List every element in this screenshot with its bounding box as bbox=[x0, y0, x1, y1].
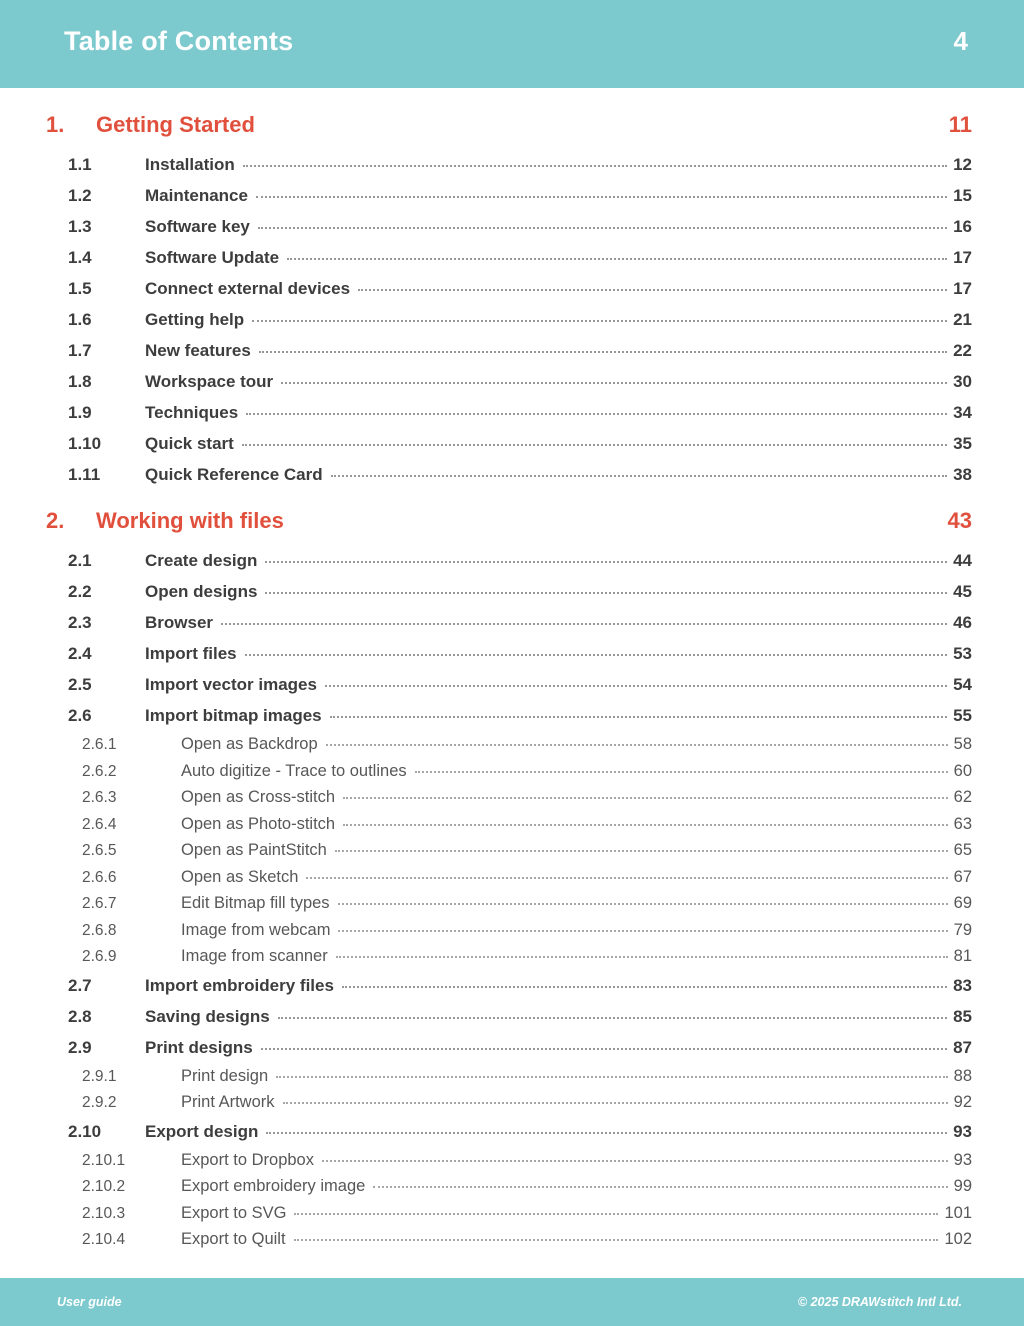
leader-dots bbox=[336, 956, 948, 958]
toc-entry bbox=[46, 242, 972, 273]
entry-title: Open as Cross-stitch bbox=[181, 788, 336, 806]
entry-title: Image from scanner bbox=[181, 947, 328, 965]
entry-title: Export design bbox=[145, 1121, 259, 1141]
entry-page-number: 79 bbox=[953, 920, 972, 939]
leader-dots bbox=[325, 685, 947, 687]
entry-page-number: 44 bbox=[953, 551, 972, 570]
entry-number: 2.6.9 bbox=[82, 948, 117, 965]
entry-number: 2.10.2 bbox=[82, 1178, 126, 1195]
leader-dots bbox=[294, 1213, 938, 1215]
toc-entry bbox=[46, 917, 972, 944]
entry-number: 1.4 bbox=[68, 248, 92, 267]
leader-dots bbox=[306, 877, 947, 879]
entry-number: 2.9.2 bbox=[82, 1094, 117, 1111]
entry-number: 1.10 bbox=[68, 434, 102, 453]
entry-title: Open as Photo-stitch bbox=[181, 814, 336, 833]
entry-number: 2.5 bbox=[68, 675, 92, 694]
toc-entry bbox=[46, 837, 972, 864]
leader-dots bbox=[281, 382, 947, 384]
entry-title: Auto digitize - Trace to outlines bbox=[181, 761, 407, 780]
toc-entry bbox=[46, 149, 972, 180]
entry-page-number: 21 bbox=[953, 310, 972, 329]
entry-number: 2.2 bbox=[68, 582, 92, 601]
leader-dots bbox=[331, 475, 947, 477]
entry-page-number: 93 bbox=[953, 1150, 972, 1169]
entry-number: 2.6 bbox=[68, 706, 92, 725]
entry-number: 2.6.6 bbox=[82, 868, 117, 886]
entry-title: Maintenance bbox=[145, 186, 248, 205]
entry-page-number: 93 bbox=[953, 1121, 972, 1141]
entry-number: 2.8 bbox=[68, 1006, 92, 1026]
leader-dots bbox=[335, 850, 948, 852]
entry-number: 1.7 bbox=[68, 341, 92, 360]
toc-entry bbox=[46, 1116, 972, 1147]
section-title: Getting Started bbox=[96, 112, 255, 137]
entry-page-number: 30 bbox=[953, 372, 972, 391]
entry-number: 2.9 bbox=[68, 1037, 92, 1057]
toc-entry bbox=[46, 366, 972, 397]
entry-title: Image from webcam bbox=[181, 920, 331, 939]
table-of-contents bbox=[46, 110, 972, 1253]
section-number: 2. bbox=[46, 508, 65, 533]
toc-entry bbox=[46, 669, 972, 700]
entry-title: Import embroidery files bbox=[145, 975, 334, 995]
entry-page-number: 16 bbox=[953, 217, 972, 236]
page-title: Table of Contents bbox=[64, 25, 294, 56]
entry-page-number: 81 bbox=[953, 947, 972, 965]
entry-title: Getting help bbox=[145, 310, 245, 329]
entry-title: Browser bbox=[145, 613, 214, 632]
entry-page-number: 55 bbox=[953, 706, 972, 725]
leader-dots bbox=[338, 930, 947, 932]
toc-entry bbox=[46, 943, 972, 970]
leader-dots bbox=[261, 1048, 947, 1050]
entry-number: 2.6.2 bbox=[82, 762, 117, 780]
toc-entry bbox=[46, 459, 972, 490]
entry-page-number: 63 bbox=[953, 814, 972, 833]
leader-dots bbox=[373, 1186, 947, 1188]
leader-dots bbox=[358, 289, 947, 291]
toc-entry bbox=[46, 784, 972, 811]
leader-dots bbox=[252, 320, 947, 322]
entry-title: Software Update bbox=[145, 248, 280, 267]
section-page-number: 43 bbox=[947, 508, 972, 533]
entry-title: Print design bbox=[181, 1066, 269, 1085]
leader-dots bbox=[343, 824, 948, 826]
toc-entry bbox=[46, 607, 972, 638]
leader-dots bbox=[415, 771, 948, 773]
toc-entry bbox=[46, 1001, 972, 1032]
entry-page-number: 69 bbox=[953, 894, 972, 912]
entry-number: 2.6.4 bbox=[82, 815, 117, 833]
entry-page-number: 62 bbox=[953, 788, 972, 806]
entry-page-number: 17 bbox=[953, 248, 972, 267]
leader-dots bbox=[265, 561, 947, 563]
toc-entry bbox=[46, 1200, 972, 1227]
entry-title: Import bitmap images bbox=[145, 706, 322, 725]
entry-page-number: 60 bbox=[953, 761, 972, 780]
leader-dots bbox=[287, 258, 947, 260]
toc-entry bbox=[46, 1063, 972, 1090]
entry-title: Open as Sketch bbox=[181, 867, 299, 886]
leader-dots bbox=[258, 227, 947, 229]
toc-entry bbox=[46, 180, 972, 211]
toc-entry bbox=[46, 211, 972, 242]
leader-dots bbox=[242, 444, 947, 446]
entry-page-number: 58 bbox=[953, 735, 972, 753]
entry-number: 1.11 bbox=[68, 465, 101, 484]
entry-title: Quick Reference Card bbox=[145, 465, 323, 484]
entry-title: Export embroidery image bbox=[181, 1177, 366, 1195]
entry-number: 2.6.7 bbox=[82, 895, 117, 912]
entry-page-number: 101 bbox=[944, 1203, 972, 1222]
entry-title: Open as PaintStitch bbox=[181, 841, 327, 859]
entry-title: Quick start bbox=[145, 434, 234, 453]
leader-dots bbox=[259, 351, 947, 353]
entry-number: 2.3 bbox=[68, 613, 92, 632]
entry-title: Import vector images bbox=[145, 675, 317, 694]
entry-number: 2.4 bbox=[68, 644, 92, 663]
leader-dots bbox=[330, 716, 947, 718]
entry-page-number: 53 bbox=[953, 644, 972, 663]
toc-entry bbox=[46, 1226, 972, 1253]
entry-title: Export to Quilt bbox=[181, 1230, 286, 1248]
entry-page-number: 46 bbox=[953, 613, 972, 632]
toc-entry bbox=[46, 890, 972, 917]
entry-page-number: 54 bbox=[953, 675, 972, 694]
toc-entry bbox=[46, 864, 972, 891]
toc-entry bbox=[46, 700, 972, 731]
entry-number: 1.8 bbox=[68, 372, 92, 391]
entry-number: 2.10.1 bbox=[82, 1151, 126, 1169]
entry-page-number: 15 bbox=[953, 186, 972, 205]
entry-title: Print Artwork bbox=[181, 1093, 275, 1111]
toc-entry bbox=[46, 304, 972, 335]
section-title: Working with files bbox=[96, 508, 284, 533]
footer-bar bbox=[0, 1278, 1024, 1326]
toc-entry bbox=[46, 970, 972, 1001]
toc-entry bbox=[46, 1032, 972, 1063]
entry-number: 2.6.3 bbox=[82, 789, 117, 806]
leader-dots bbox=[343, 797, 948, 799]
leader-dots bbox=[256, 196, 947, 198]
leader-dots bbox=[326, 744, 948, 746]
entry-title: Open as Backdrop bbox=[181, 735, 318, 753]
leader-dots bbox=[342, 986, 947, 988]
entry-number: 2.9.1 bbox=[82, 1067, 117, 1085]
toc-entry bbox=[46, 811, 972, 838]
leader-dots bbox=[283, 1102, 948, 1104]
entry-title: Workspace tour bbox=[145, 372, 274, 391]
entry-page-number: 67 bbox=[953, 867, 972, 886]
entry-title: Techniques bbox=[145, 403, 239, 422]
entry-title: New features bbox=[145, 341, 251, 360]
section-number: 1. bbox=[46, 112, 65, 137]
entry-title: Export to SVG bbox=[181, 1203, 287, 1222]
entry-number: 2.10.4 bbox=[82, 1231, 126, 1248]
header-bar bbox=[0, 0, 1024, 88]
toc-section-heading bbox=[46, 110, 972, 140]
entry-number: 1.9 bbox=[68, 403, 92, 422]
entry-title: Connect external devices bbox=[145, 279, 351, 298]
entry-page-number: 34 bbox=[953, 403, 972, 422]
leader-dots bbox=[294, 1239, 939, 1241]
footer-copyright: © 2025 DRAWstitch Intl Ltd. bbox=[797, 1295, 962, 1309]
toc-section-heading bbox=[46, 506, 972, 536]
entry-number: 2.6.8 bbox=[82, 921, 117, 939]
toc-entry bbox=[46, 273, 972, 304]
entry-title: Saving designs bbox=[145, 1006, 270, 1026]
entry-number: 1.3 bbox=[68, 217, 92, 236]
entry-page-number: 85 bbox=[953, 1006, 972, 1026]
entry-title: Create design bbox=[145, 551, 258, 570]
entry-title: Print designs bbox=[145, 1037, 253, 1057]
entry-number: 1.2 bbox=[68, 186, 92, 205]
entry-number: 2.6.5 bbox=[82, 842, 117, 859]
entry-page-number: 99 bbox=[953, 1177, 972, 1195]
entry-number: 2.7 bbox=[68, 975, 92, 995]
leader-dots bbox=[338, 903, 948, 905]
entry-title: Import files bbox=[145, 644, 237, 663]
toc-entry bbox=[46, 731, 972, 758]
toc-body bbox=[0, 88, 1024, 1278]
toc-entry bbox=[46, 758, 972, 785]
toc-entry bbox=[46, 335, 972, 366]
entry-number: 2.10 bbox=[68, 1121, 102, 1141]
toc-entry bbox=[46, 428, 972, 459]
entry-page-number: 12 bbox=[953, 155, 972, 174]
section-page-number: 11 bbox=[948, 112, 972, 137]
entry-page-number: 83 bbox=[953, 975, 972, 995]
entry-title: Export to Dropbox bbox=[181, 1150, 314, 1169]
leader-dots bbox=[221, 623, 947, 625]
entry-page-number: 45 bbox=[953, 582, 972, 601]
entry-title: Software key bbox=[145, 217, 250, 236]
entry-page-number: 92 bbox=[953, 1093, 972, 1111]
leader-dots bbox=[265, 592, 947, 594]
entry-page-number: 65 bbox=[953, 841, 972, 859]
entry-page-number: 22 bbox=[953, 341, 972, 360]
entry-page-number: 102 bbox=[944, 1230, 972, 1248]
entry-page-number: 87 bbox=[953, 1037, 972, 1057]
entry-title: Installation bbox=[145, 155, 235, 174]
footer-document-name: User guide bbox=[57, 1295, 122, 1309]
entry-number: 2.6.1 bbox=[82, 736, 117, 753]
leader-dots bbox=[266, 1132, 947, 1134]
toc-entry bbox=[46, 576, 972, 607]
entry-number: 2.10.3 bbox=[82, 1204, 126, 1222]
entry-title: Edit Bitmap fill types bbox=[181, 894, 330, 912]
entry-number: 1.1 bbox=[68, 155, 92, 174]
entry-page-number: 88 bbox=[953, 1066, 972, 1085]
header-page-number: 4 bbox=[953, 25, 968, 56]
entry-number: 1.6 bbox=[68, 310, 92, 329]
leader-dots bbox=[245, 654, 947, 656]
entry-page-number: 35 bbox=[953, 434, 972, 453]
entry-title: Open designs bbox=[145, 582, 258, 601]
toc-entry bbox=[46, 1147, 972, 1174]
entry-page-number: 38 bbox=[953, 465, 972, 484]
leader-dots bbox=[246, 413, 947, 415]
toc-entry bbox=[46, 638, 972, 669]
leader-dots bbox=[278, 1017, 947, 1019]
toc-entry bbox=[46, 1089, 972, 1116]
leader-dots bbox=[322, 1160, 948, 1162]
leader-dots bbox=[243, 165, 947, 167]
entry-number: 1.5 bbox=[68, 279, 92, 298]
toc-entry bbox=[46, 397, 972, 428]
toc-entry bbox=[46, 1173, 972, 1200]
entry-number: 2.1 bbox=[68, 551, 92, 570]
leader-dots bbox=[276, 1076, 948, 1078]
entry-page-number: 17 bbox=[953, 279, 972, 298]
toc-entry bbox=[46, 545, 972, 576]
